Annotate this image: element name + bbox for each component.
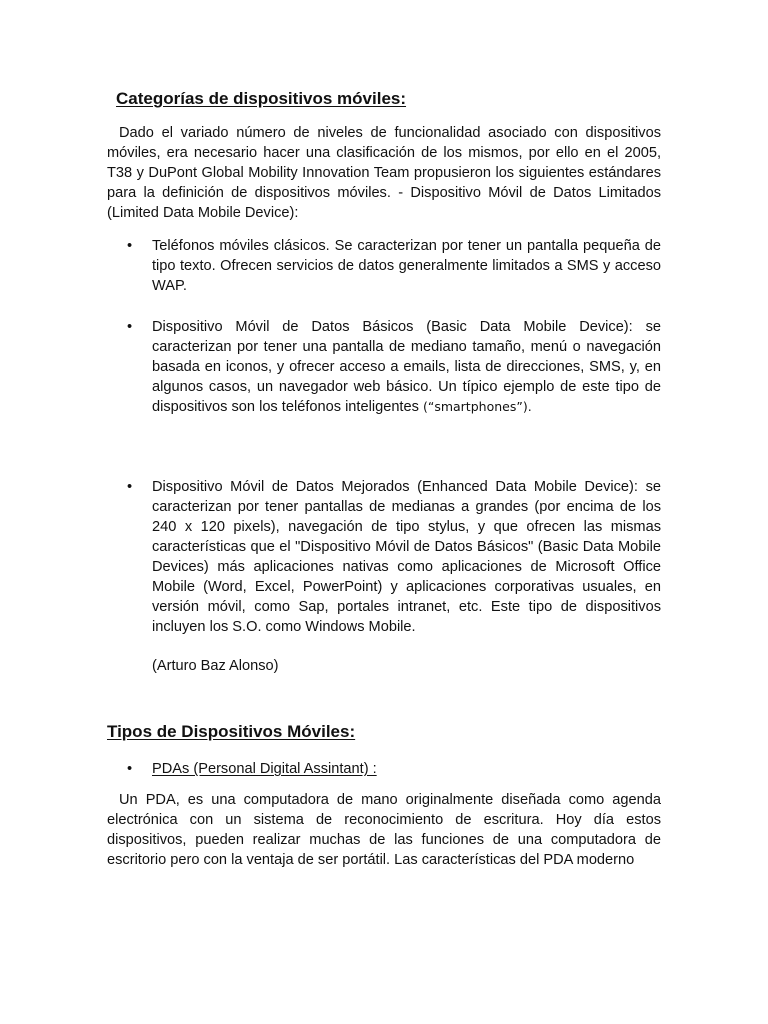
intro-text: Dado el variado número de niveles de funcionalidad asociado con dispositivos móviles, era necesario hacer una clasificación de los mismos, por ello en el 2005, T38 y DuPont Global Mobility Innovation Team propusieron los siguientes estándares para la definición de dispositivos móviles. - Dispositivo Móvil de Datos Limitados (Limited Data Mobile Device): [107, 125, 661, 221]
bullet-item-text: Dispositivo Móvil de Datos Básicos (Basic Data Mobile Device): se caracterizan por tener una pantalla de mediano tamaño, menú o navegación basada en iconos, y ofrecer acceso a emails, lista de direcciones, SMS, y, en algunos casos, un navegador web básico. Un típico ejemplo de este tipo de dispositivos son los teléfonos inteligentes [152, 319, 661, 415]
citation: (Arturo Baz Alonso) [152, 658, 279, 674]
bullet-item-basic-data [152, 317, 661, 417]
bullet-marker: • [127, 479, 133, 495]
pda-paragraph [107, 790, 661, 870]
bullet-marker: • [127, 238, 133, 254]
bullet-marker: • [127, 761, 133, 777]
bullet-item-enhanced-data: Dispositivo Móvil de Datos Mejorados (Enhanced Data Mobile Device): se caracterizan por tener pantallas de medianas a grandes (por encima de los 240 x 120 pixels), navegación de tipo stylus, y que ofrecen las mismas características que el "Dispositivo Móvil de Datos Básicos" (Basic Data Mobile Devices) más aplicaciones nativas como aplicaciones de Microsoft Office Mobile (Word, Excel, PowerPoint) y aplicaciones corporativas usuales, en versión móvil, como Sap, portales intranet, etc. Este tipo de dispositivos incluyen los S.O. como Windows Mobile. [152, 479, 661, 635]
pda-text: Un PDA, es una computadora de mano originalmente diseñada como agenda electrónica con un sistema de reconocimiento de escritura. Hoy día estos dispositivos, pueden realizar muchas de las funciones de una computadora de escritorio pero con la ventaja de ser portátil. Las características del PDA moderno [107, 792, 661, 868]
bullet-item-pdas: PDAs (Personal Digital Assintant) : [152, 761, 377, 777]
intro-paragraph [107, 123, 661, 223]
bullet-item-tail: (“smartphones”). [422, 399, 532, 414]
section-title-types: Tipos de Dispositivos Móviles: [107, 722, 356, 741]
bullet-marker: • [127, 319, 133, 335]
section-title-categories: Categorías de dispositivos móviles: [116, 89, 407, 108]
bullet-item-limited-data: Teléfonos móviles clásicos. Se caracterizan por tener un pantalla pequeña de tipo texto. Ofrecen servicios de datos generalmente limitados a SMS y acceso WAP. [152, 238, 661, 294]
